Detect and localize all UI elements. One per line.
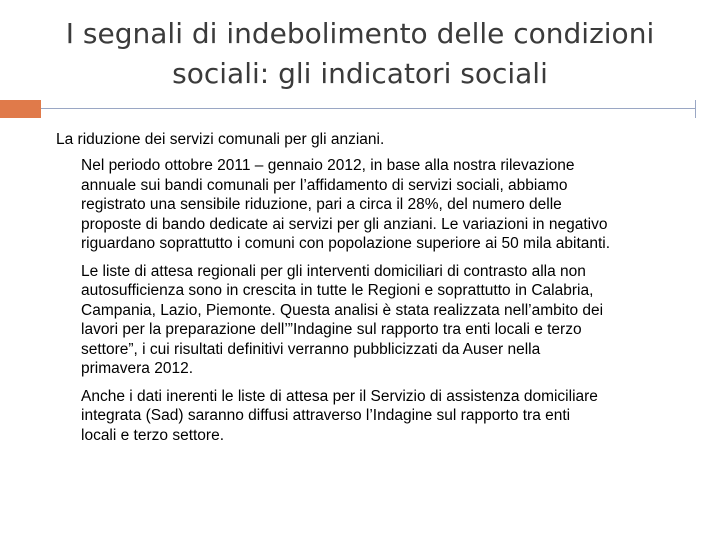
paragraph-line: proposte di bando dedicate ai servizi per gli anziani. Le variazioni in negativo — [81, 215, 608, 233]
slide-title — [30, 14, 690, 94]
paragraph-line: integrata (Sad) saranno diffusi attraverso l’Indagine sul rapporto tra enti — [81, 407, 571, 424]
paragraph-line: Nel periodo ottobre 2011 – gennaio 2012, in base alla nostra rilevazione — [81, 157, 575, 174]
paragraph-line: autosufficienza sono in crescita in tutte le Regioni e soprattutto in Calabria, — [81, 282, 594, 299]
paragraph-line: riguardano soprattutto i comuni con popolazione superiore ai 50 mila abitanti. — [81, 235, 611, 252]
paragraph-line: Le liste di attesa regionali per gli interventi domiciliari di contrasto alla non — [81, 262, 586, 280]
divider-stub — [695, 100, 696, 118]
paragraph-line: lavori per la preparazione dell’”Indagine sul rapporto tra enti locali e terzo — [81, 321, 582, 338]
slide-body — [56, 130, 696, 453]
paragraph-line: annuale sui bandi comunali per l’affidamento di servizi sociali, abbiamo — [81, 176, 568, 194]
accent-block — [0, 100, 41, 118]
paragraph-line: settore”, i cui risultati definitivi verranno pubblicizzati da Auser nella — [81, 340, 541, 358]
paragraph-1 — [81, 156, 696, 254]
divider-line — [41, 108, 695, 109]
section-heading: La riduzione dei servizi comunali per gli anziani. — [56, 131, 385, 148]
paragraph-line: registrato una sensibile riduzione, pari a circa il 28%, del numero delle — [81, 196, 562, 213]
paragraph-line: Anche i dati inerenti le liste di attesa per il Servizio di assistenza domiciliare — [81, 387, 598, 405]
title-line-1: I segnali di indebolimento delle condizioni — [65, 17, 655, 50]
paragraph-line: locali e terzo settore. — [81, 426, 225, 444]
title-line-2: sociali: gli indicatori sociali — [172, 57, 548, 90]
paragraph-line: Campania, Lazio, Piemonte. Questa analisi è stata realizzata nell’ambito dei — [81, 301, 604, 319]
paragraph-3 — [81, 387, 696, 446]
paragraph-2 — [81, 262, 696, 379]
paragraph-line: primavera 2012. — [81, 360, 194, 377]
